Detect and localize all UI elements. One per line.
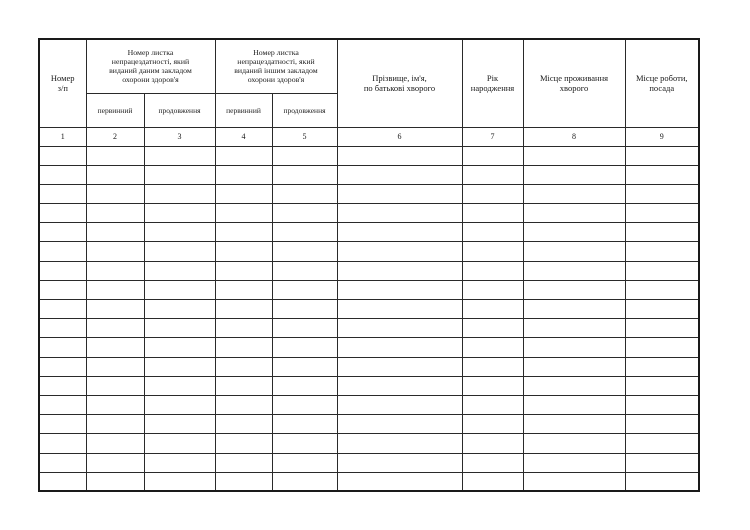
table-cell[interactable] [86,223,144,242]
column-number-row [39,127,699,146]
table-cell[interactable] [39,204,86,223]
table-cell[interactable] [337,434,462,453]
table-row [39,415,699,434]
table-cell[interactable] [462,376,523,395]
table-cell[interactable] [523,357,625,376]
column-number: 3 [144,127,215,146]
header-other-primary-label: первинний [226,105,261,115]
table-cell[interactable] [215,434,272,453]
table-cell[interactable] [462,338,523,357]
column-number: 8 [523,127,625,146]
table-cell[interactable] [462,434,523,453]
header-workplace [625,39,699,127]
column-number: 5 [272,127,337,146]
table-cell[interactable] [39,280,86,299]
table-cell[interactable] [625,223,699,242]
header-group-other-facility [215,39,337,93]
header-residence [523,39,625,127]
table-cell[interactable] [272,165,337,184]
table-cell[interactable] [39,242,86,261]
table-cell[interactable] [86,434,144,453]
table-cell[interactable] [39,395,86,414]
header-residence-label: Місце проживання хворого [539,73,609,94]
table-cell[interactable] [462,357,523,376]
table-row [39,261,699,280]
header-row-number-label: Номер з/п [50,73,75,94]
table-cell[interactable] [86,415,144,434]
table-cell[interactable] [39,376,86,395]
table-cell[interactable] [215,204,272,223]
header-this-continuation [144,93,215,127]
table-cell[interactable] [337,204,462,223]
header-this-continuation-label: продовження [158,105,201,115]
table-row [39,453,699,472]
table-cell[interactable] [272,376,337,395]
table-cell[interactable] [625,357,699,376]
table-cell[interactable] [272,242,337,261]
table-cell[interactable] [215,165,272,184]
table-cell[interactable] [272,223,337,242]
table-cell[interactable] [144,415,215,434]
table-cell[interactable] [625,319,699,338]
table-cell[interactable] [272,204,337,223]
table-cell[interactable] [523,184,625,203]
table-cell[interactable] [462,395,523,414]
table-cell[interactable] [272,453,337,472]
table-cell[interactable] [215,280,272,299]
table-cell[interactable] [462,165,523,184]
table-row [39,280,699,299]
table-cell[interactable] [462,280,523,299]
table-cell[interactable] [462,184,523,203]
table-cell[interactable] [39,338,86,357]
table-cell[interactable] [523,165,625,184]
table-cell[interactable] [39,184,86,203]
table-cell[interactable] [337,165,462,184]
table-row [39,434,699,453]
table-cell[interactable] [523,280,625,299]
registry-table [38,38,700,492]
table-cell[interactable] [272,472,337,491]
table-cell[interactable] [625,242,699,261]
table-cell[interactable] [337,300,462,319]
table-cell[interactable] [523,434,625,453]
table-cell[interactable] [86,319,144,338]
table-cell[interactable] [215,242,272,261]
table-cell[interactable] [625,376,699,395]
table-cell[interactable] [39,165,86,184]
table-cell[interactable] [215,376,272,395]
table-cell[interactable] [86,376,144,395]
table-cell[interactable] [625,165,699,184]
table-cell[interactable] [625,280,699,299]
table-cell[interactable] [337,319,462,338]
table-cell[interactable] [86,357,144,376]
table-cell[interactable] [462,453,523,472]
table-cell[interactable] [523,223,625,242]
table-cell[interactable] [337,472,462,491]
table-cell[interactable] [272,434,337,453]
table-cell[interactable] [337,280,462,299]
table-row [39,472,699,491]
table-cell[interactable] [625,204,699,223]
table-cell[interactable] [462,319,523,338]
table-cell[interactable] [144,453,215,472]
header-this-primary-label: первинний [97,105,133,115]
table-cell[interactable] [86,242,144,261]
table-cell[interactable] [523,146,625,165]
table-cell[interactable] [144,319,215,338]
header-group-this-facility [86,39,215,93]
table-cell[interactable] [523,242,625,261]
table-row [39,300,699,319]
header-birth-year [462,39,523,127]
column-number: 1 [39,127,86,146]
table-cell[interactable] [272,184,337,203]
table-cell[interactable] [337,338,462,357]
table-cell[interactable] [86,204,144,223]
table-cell[interactable] [39,223,86,242]
table-cell[interactable] [337,415,462,434]
table-cell[interactable] [215,415,272,434]
table-cell[interactable] [523,338,625,357]
table-cell[interactable] [462,472,523,491]
table-cell[interactable] [523,415,625,434]
table-cell[interactable] [215,146,272,165]
header-group-this-facility-label: Номер листка непрацездатності, який виданий даним закладом охорони здоров'я [109,48,192,85]
table-cell[interactable] [144,204,215,223]
table-cell[interactable] [272,338,337,357]
table-cell[interactable] [144,395,215,414]
table-cell[interactable] [523,453,625,472]
table-cell[interactable] [86,338,144,357]
header-this-primary [86,93,144,127]
table-cell[interactable] [523,472,625,491]
column-number: 6 [337,127,462,146]
table-cell[interactable] [144,223,215,242]
table-cell[interactable] [144,376,215,395]
table-cell[interactable] [625,300,699,319]
table-cell[interactable] [462,261,523,280]
table-cell[interactable] [39,415,86,434]
table-cell[interactable] [272,280,337,299]
table-row [39,338,699,357]
table-cell[interactable] [625,261,699,280]
table-row [39,395,699,414]
column-number: 9 [625,127,699,146]
table-row [39,204,699,223]
table-cell[interactable] [272,357,337,376]
table-row [39,223,699,242]
table-cell[interactable] [523,395,625,414]
table-cell[interactable] [272,300,337,319]
table-cell[interactable] [625,453,699,472]
table-cell[interactable] [337,376,462,395]
table-cell[interactable] [144,338,215,357]
table-cell[interactable] [337,223,462,242]
table-row [39,165,699,184]
table-cell[interactable] [272,146,337,165]
table-cell[interactable] [462,300,523,319]
table-cell[interactable] [462,242,523,261]
table-cell[interactable] [39,319,86,338]
table-cell[interactable] [625,472,699,491]
table-cell[interactable] [144,434,215,453]
table-cell[interactable] [625,395,699,414]
table-cell[interactable] [337,242,462,261]
table-body [39,146,699,491]
header-other-primary [215,93,272,127]
table-cell[interactable] [86,146,144,165]
header-full-name [337,39,462,127]
table-cell[interactable] [144,357,215,376]
table-cell[interactable] [337,395,462,414]
table-cell[interactable] [215,300,272,319]
table-cell[interactable] [462,415,523,434]
table-cell[interactable] [523,204,625,223]
table-cell[interactable] [337,453,462,472]
table-cell[interactable] [39,453,86,472]
table-cell[interactable] [215,261,272,280]
column-number: 4 [215,127,272,146]
table-cell[interactable] [39,261,86,280]
table-cell[interactable] [86,300,144,319]
table-cell[interactable] [337,184,462,203]
header-full-name-label: Прізвище, ім'я, по батькові хворого [363,73,436,94]
table-cell[interactable] [39,146,86,165]
table-row [39,146,699,165]
table-cell[interactable] [625,146,699,165]
table-cell[interactable] [337,146,462,165]
table-cell[interactable] [144,472,215,491]
table-cell[interactable] [215,395,272,414]
table-cell[interactable] [215,338,272,357]
table-cell[interactable] [272,319,337,338]
table-cell[interactable] [523,376,625,395]
table-cell[interactable] [523,261,625,280]
header-row-number [39,39,86,127]
table-cell[interactable] [144,300,215,319]
table-row [39,319,699,338]
table-cell[interactable] [215,357,272,376]
table-cell[interactable] [144,184,215,203]
header-other-continuation [272,93,337,127]
table-cell[interactable] [337,357,462,376]
header-birth-year-label: Рік народження [470,73,515,94]
table-cell[interactable] [272,261,337,280]
table-cell[interactable] [86,261,144,280]
table-cell[interactable] [215,319,272,338]
table-cell[interactable] [86,453,144,472]
table-cell[interactable] [144,242,215,261]
table-cell[interactable] [272,415,337,434]
table-cell[interactable] [39,357,86,376]
table-cell[interactable] [523,319,625,338]
table-cell[interactable] [86,472,144,491]
table-row [39,357,699,376]
table-cell[interactable] [215,453,272,472]
table-cell[interactable] [39,434,86,453]
table-cell[interactable] [462,223,523,242]
table-cell[interactable] [215,184,272,203]
table-cell[interactable] [144,261,215,280]
table-row [39,242,699,261]
table-cell[interactable] [86,395,144,414]
table-cell[interactable] [144,165,215,184]
table-cell[interactable] [144,280,215,299]
table-cell[interactable] [39,472,86,491]
table-cell[interactable] [625,415,699,434]
table-row [39,184,699,203]
header-other-continuation-label: продовження [283,105,326,115]
table-cell[interactable] [39,300,86,319]
column-number: 2 [86,127,144,146]
table-row [39,376,699,395]
table-cell[interactable] [625,434,699,453]
table-cell[interactable] [86,165,144,184]
header-workplace-label: Місце роботи, посада [636,73,688,94]
column-number: 7 [462,127,523,146]
table-cell[interactable] [144,146,215,165]
table-cell[interactable] [523,300,625,319]
table-cell[interactable] [272,395,337,414]
table-cell[interactable] [625,184,699,203]
table-cell[interactable] [86,280,144,299]
table-cell[interactable] [462,146,523,165]
table-cell[interactable] [215,223,272,242]
table-cell[interactable] [625,338,699,357]
table-cell[interactable] [462,204,523,223]
header-group-other-facility-label: Номер листка непрацездатності, який виданий іншим закладом охорони здоров'я [234,48,318,85]
table-cell[interactable] [215,472,272,491]
table-cell[interactable] [337,261,462,280]
table-cell[interactable] [86,184,144,203]
